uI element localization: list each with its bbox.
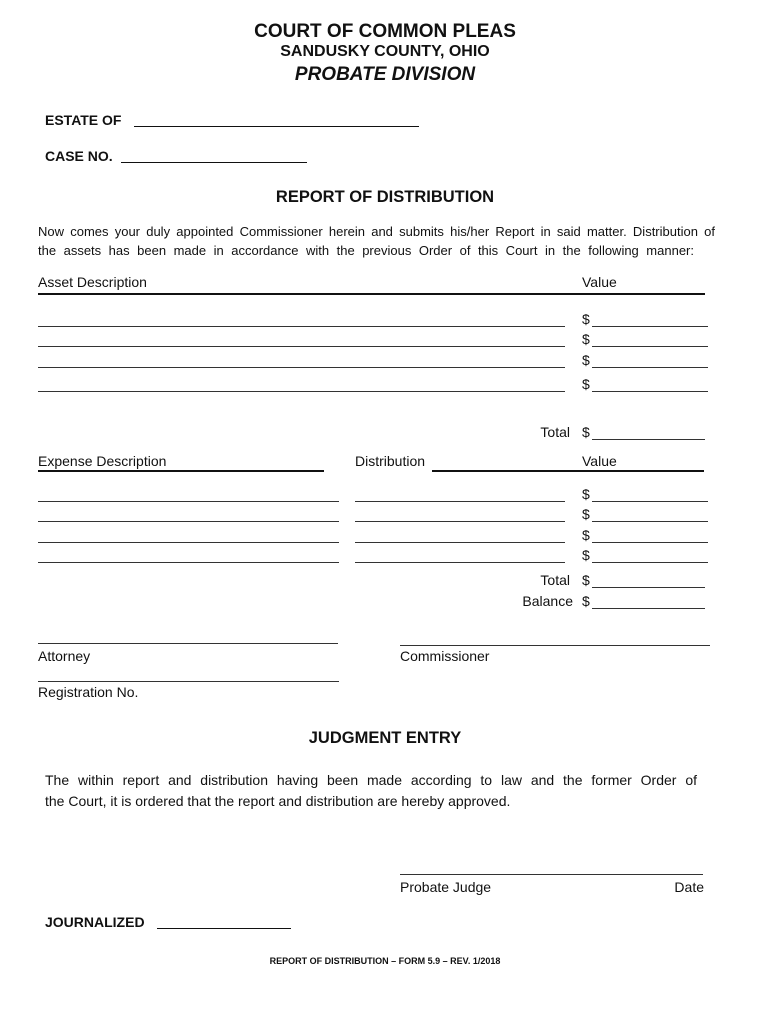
expense-value-line[interactable] xyxy=(592,542,708,543)
asset-description-line[interactable] xyxy=(38,391,565,392)
expense-value-header: Value xyxy=(582,453,617,469)
expense-dollar-sign: $ xyxy=(582,547,590,563)
asset-value-line[interactable] xyxy=(592,391,708,392)
attorney-label: Attorney xyxy=(38,648,91,664)
expense-value-line[interactable] xyxy=(592,501,708,502)
asset-description-line[interactable] xyxy=(38,326,565,327)
asset-dollar-sign: $ xyxy=(582,331,590,347)
county-title: SANDUSKY COUNTY, OHIO xyxy=(280,43,490,60)
balance-field[interactable] xyxy=(592,608,705,609)
expense-header-rule-left xyxy=(38,470,324,472)
expense-distribution-header: Distribution xyxy=(355,453,426,469)
expense-total-dollar: $ xyxy=(582,572,590,588)
balance-dollar: $ xyxy=(582,593,590,609)
registration-label: Registration No. xyxy=(38,684,139,700)
expense-description-line[interactable] xyxy=(38,521,339,522)
judgment-text-line1: The within report and distribution having been made according to law and the former Order of xyxy=(45,772,697,788)
expense-distribution-line[interactable] xyxy=(355,562,565,563)
probate-judge-label: Probate Judge xyxy=(400,879,492,895)
judgment-title: JUDGMENT ENTRY xyxy=(308,729,462,747)
balance-label: Balance xyxy=(522,593,573,609)
asset-description-header: Asset Description xyxy=(38,274,147,290)
judgment-text-line2: the Court, it is ordered that the report and distribution are hereby approved. xyxy=(45,793,511,809)
expense-dollar-sign: $ xyxy=(582,506,590,522)
expense-description-line[interactable] xyxy=(38,562,339,563)
journalized-field[interactable] xyxy=(157,928,291,929)
journalized-label: JOURNALIZED xyxy=(45,914,145,930)
court-title: COURT OF COMMON PLEAS xyxy=(254,21,516,42)
asset-dollar-sign: $ xyxy=(582,352,590,368)
expense-distribution-line[interactable] xyxy=(355,501,565,502)
asset-dollar-sign: $ xyxy=(582,311,590,327)
estate-label: ESTATE OF xyxy=(45,112,122,128)
expense-dollar-sign: $ xyxy=(582,486,590,502)
expense-distribution-line[interactable] xyxy=(355,521,565,522)
asset-total-label: Total xyxy=(540,424,570,440)
commissioner-label: Commissioner xyxy=(400,648,490,664)
asset-value-line[interactable] xyxy=(592,346,708,347)
expense-total-field[interactable] xyxy=(592,587,705,588)
report-intro-line2: the assets has been made in accordance with the previous Order of this Court in the following manner: xyxy=(38,243,694,258)
division-title: PROBATE DIVISION xyxy=(294,64,476,85)
commissioner-signature-line[interactable] xyxy=(400,645,710,646)
report-title: REPORT OF DISTRIBUTION xyxy=(275,188,495,206)
expense-description-header: Expense Description xyxy=(38,453,167,469)
asset-total-dollar: $ xyxy=(582,424,590,440)
form-footer: REPORT OF DISTRIBUTION – FORM 5.9 – REV. 1/2018 xyxy=(269,956,501,966)
expense-value-line[interactable] xyxy=(592,521,708,522)
asset-description-line[interactable] xyxy=(38,346,565,347)
expense-description-line[interactable] xyxy=(38,501,339,502)
expense-dollar-sign: $ xyxy=(582,527,590,543)
asset-header-rule xyxy=(38,293,705,295)
asset-value-line[interactable] xyxy=(592,367,708,368)
asset-total-field[interactable] xyxy=(592,439,705,440)
estate-field[interactable] xyxy=(134,126,419,127)
expense-value-line[interactable] xyxy=(592,562,708,563)
report-intro-line1: Now comes your duly appointed Commissioner herein and submits his/her Report in said matter. Distribution of xyxy=(38,224,715,239)
expense-header-rule-right xyxy=(432,470,704,472)
case-number-field[interactable] xyxy=(121,162,307,163)
expense-description-line[interactable] xyxy=(38,542,339,543)
asset-value-line[interactable] xyxy=(592,326,708,327)
expense-total-label: Total xyxy=(540,572,570,588)
asset-dollar-sign: $ xyxy=(582,376,590,392)
asset-value-header: Value xyxy=(582,274,617,290)
case-number-label: CASE NO. xyxy=(45,148,113,164)
attorney-signature-line[interactable] xyxy=(38,643,338,644)
registration-number-line[interactable] xyxy=(38,681,339,682)
date-label: Date xyxy=(674,879,704,895)
judge-signature-line[interactable] xyxy=(400,874,703,875)
expense-distribution-line[interactable] xyxy=(355,542,565,543)
asset-description-line[interactable] xyxy=(38,367,565,368)
